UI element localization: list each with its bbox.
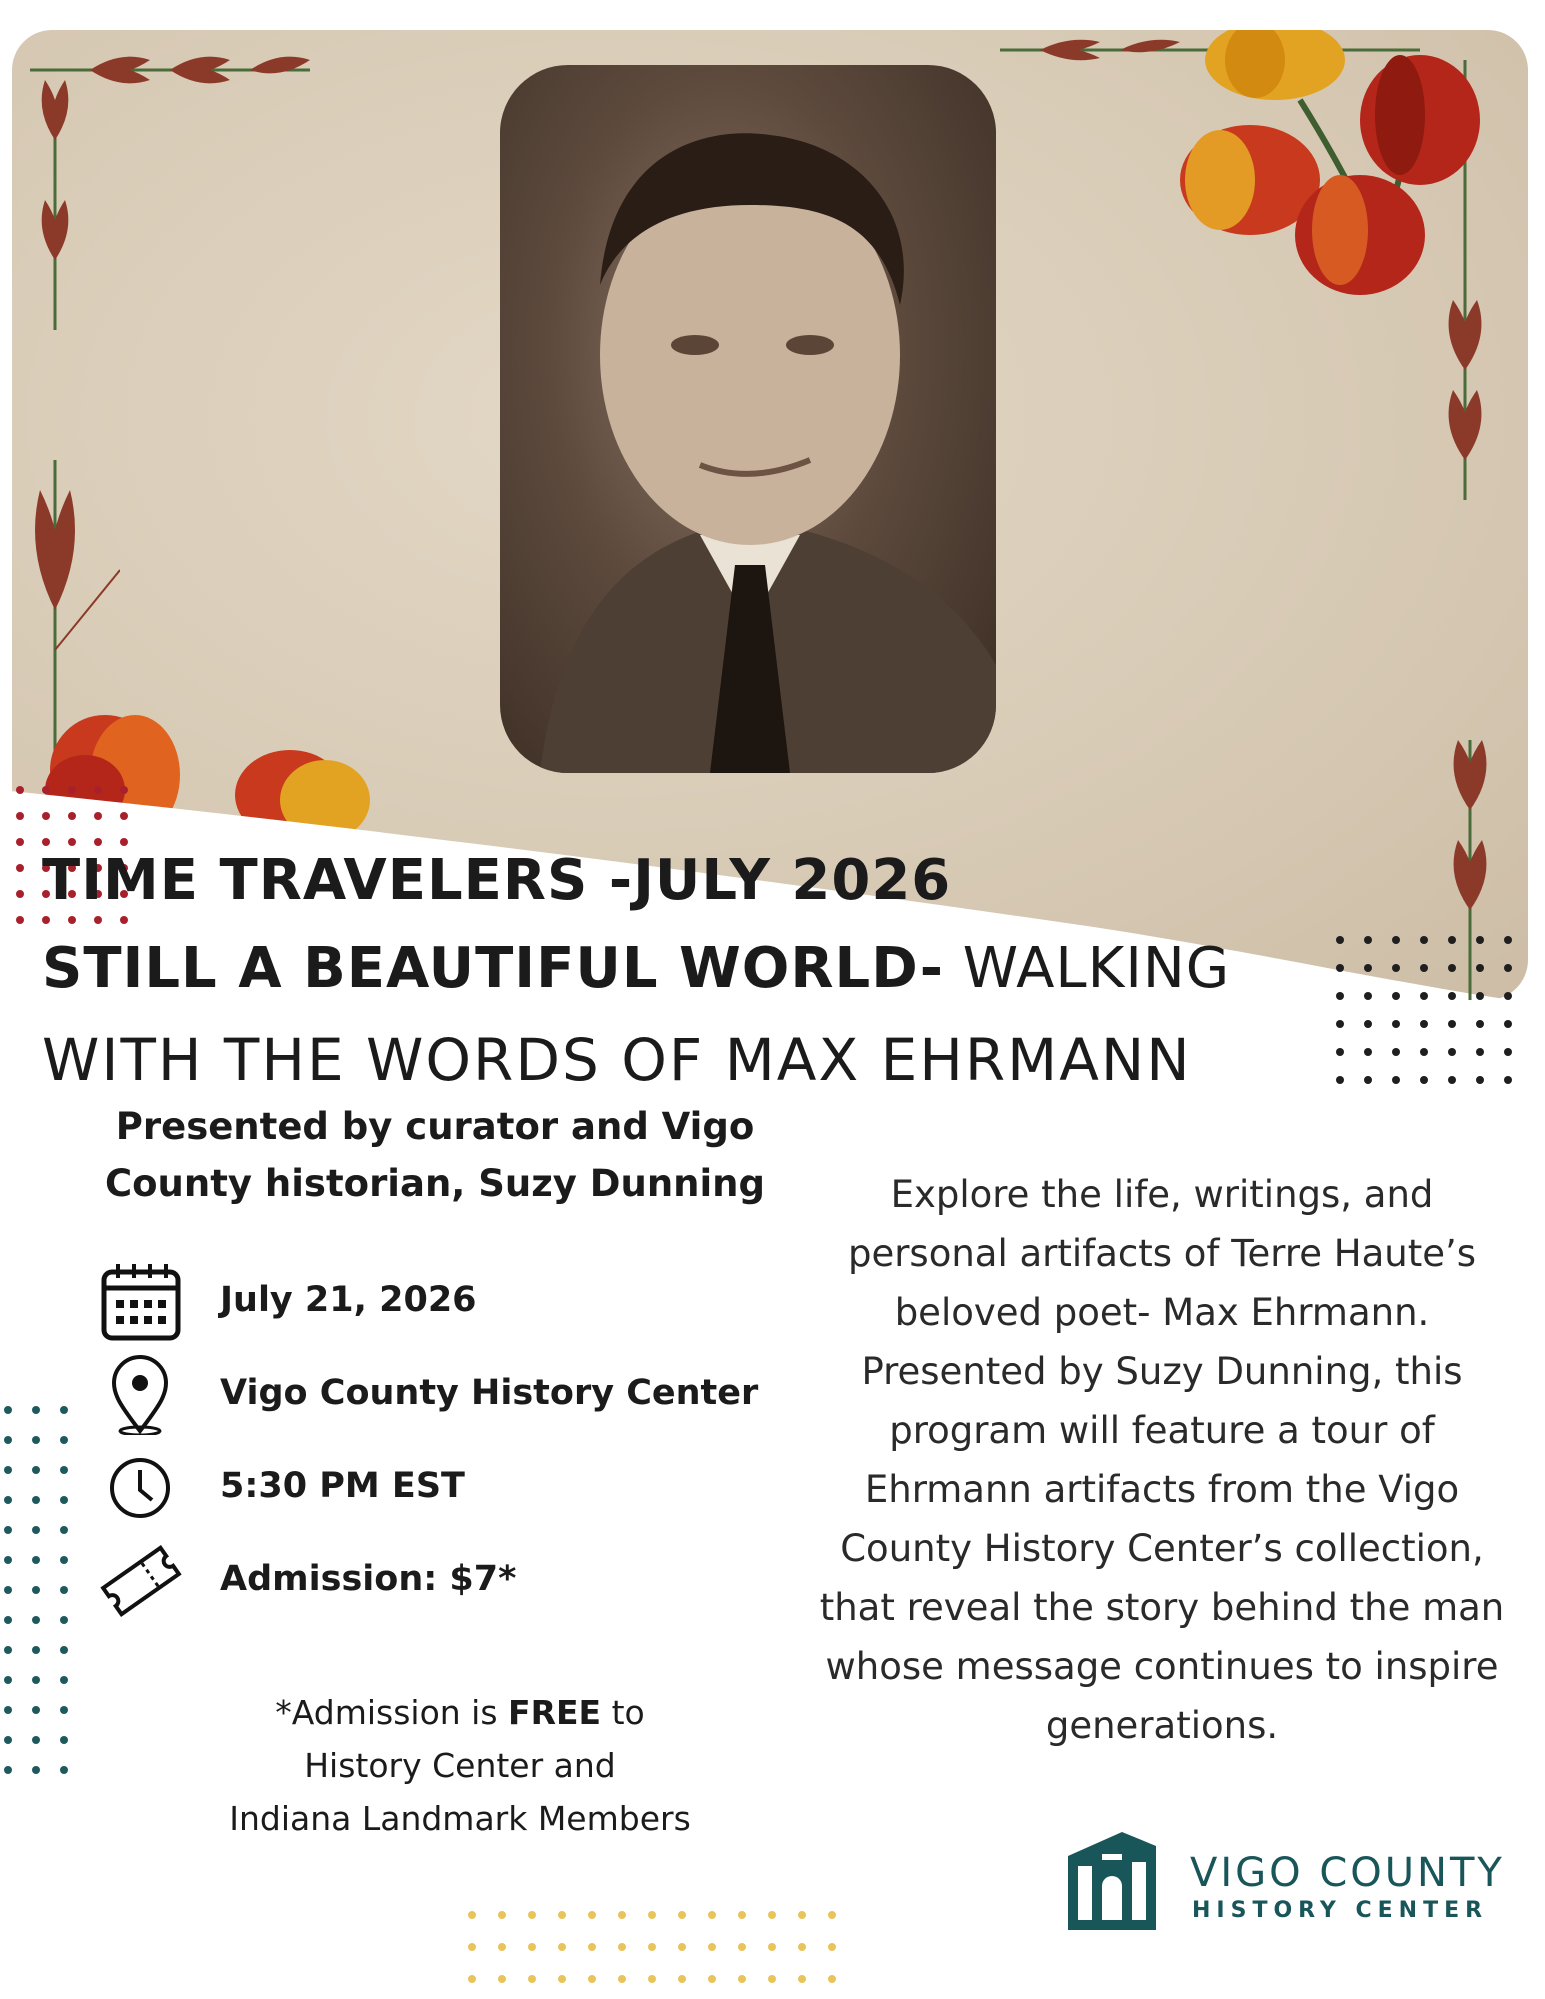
decorative-dot <box>798 1943 806 1951</box>
decorative-dot <box>528 1975 536 1983</box>
decorative-dot <box>618 1911 626 1919</box>
decorative-dot <box>42 916 50 924</box>
decorative-dot <box>16 786 24 794</box>
decorative-dot <box>60 1646 68 1654</box>
dot-grid-dark-right <box>1330 930 1540 1110</box>
detail-date <box>100 1262 800 1342</box>
clock-icon <box>100 1448 182 1528</box>
decorative-dot <box>798 1975 806 1983</box>
decorative-dot <box>60 1466 68 1474</box>
event-description: Explore the life, writings, and personal artifacts of Terre Haute’s beloved poet- Max Ehrmann. Presented by Suzy Dunning, this program will feature a tour of Ehrmann artifacts from the Vigo County History Center’s collection, that reveal the story behind the man whose message continues to inspire generations. <box>819 1173 1505 1747</box>
decorative-dot <box>648 1943 656 1951</box>
decorative-dot <box>678 1943 686 1951</box>
event-title-line-1: TIME TRAVELERS -JULY 2026 <box>42 848 952 913</box>
detail-time <box>100 1448 800 1528</box>
decorative-dot <box>1392 992 1400 1000</box>
free-note-prefix: *Admission is <box>275 1693 509 1732</box>
decorative-dot <box>1504 1048 1512 1056</box>
decorative-dot <box>1364 964 1372 972</box>
decorative-dot <box>60 1556 68 1564</box>
decorative-dot <box>468 1975 476 1983</box>
logo-organization-name: VIGO COUNTY <box>1190 1850 1505 1896</box>
decorative-dot <box>42 838 50 846</box>
decorative-dot <box>1336 1076 1344 1084</box>
decorative-dot <box>1392 1076 1400 1084</box>
presenter-credit: Presented by curator and Vigo County historian, Suzy Dunning <box>104 1105 766 1205</box>
decorative-dot <box>4 1466 12 1474</box>
free-note-line-2: History Center and <box>304 1746 616 1785</box>
decorative-dot <box>1448 992 1456 1000</box>
decorative-dot <box>1476 964 1484 972</box>
decorative-dot <box>1504 964 1512 972</box>
dot-grid-teal-left <box>0 1400 80 1800</box>
free-note-suffix: to <box>601 1693 645 1732</box>
ticket-icon <box>100 1541 182 1621</box>
detail-admission <box>100 1541 800 1621</box>
decorative-dot <box>32 1706 40 1714</box>
decorative-dot <box>68 812 76 820</box>
decorative-dot <box>828 1943 836 1951</box>
decorative-dot <box>60 1496 68 1504</box>
logo-organization-subtitle: HISTORY CENTER <box>1192 1898 1489 1923</box>
history-center-building-logo <box>1062 1826 1162 1936</box>
decorative-dot <box>32 1736 40 1744</box>
decorative-dot <box>768 1911 776 1919</box>
decorative-dot <box>32 1466 40 1474</box>
decorative-dot <box>1336 992 1344 1000</box>
decorative-dot <box>120 786 128 794</box>
decorative-dot <box>16 916 24 924</box>
decorative-dot <box>4 1676 12 1684</box>
event-location: Vigo County History Center <box>220 1373 759 1413</box>
event-admission: Admission: $7* <box>220 1559 517 1599</box>
decorative-dot <box>1448 1076 1456 1084</box>
decorative-dot <box>1392 1020 1400 1028</box>
decorative-dot <box>4 1556 12 1564</box>
decorative-dot <box>32 1766 40 1774</box>
decorative-dot <box>60 1436 68 1444</box>
decorative-dot <box>94 838 102 846</box>
decorative-dot <box>60 1616 68 1624</box>
decorative-dot <box>558 1975 566 1983</box>
decorative-dot <box>798 1911 806 1919</box>
calendar-icon <box>100 1262 182 1342</box>
decorative-dot <box>60 1676 68 1684</box>
decorative-dot <box>528 1943 536 1951</box>
decorative-dot <box>1476 936 1484 944</box>
decorative-dot <box>16 812 24 820</box>
decorative-dot <box>1364 1048 1372 1056</box>
decorative-dot <box>60 1706 68 1714</box>
decorative-dot <box>528 1911 536 1919</box>
decorative-dot <box>1336 964 1344 972</box>
decorative-dot <box>498 1911 506 1919</box>
decorative-dot <box>1364 1020 1372 1028</box>
detail-location <box>100 1355 800 1435</box>
decorative-dot <box>60 1526 68 1534</box>
decorative-dot <box>94 916 102 924</box>
decorative-dot <box>558 1911 566 1919</box>
decorative-dot <box>4 1436 12 1444</box>
decorative-dot <box>1504 936 1512 944</box>
decorative-dot <box>1336 1020 1344 1028</box>
location-pin-icon <box>100 1355 182 1435</box>
decorative-dot <box>828 1911 836 1919</box>
decorative-dot <box>1392 1048 1400 1056</box>
decorative-dot <box>60 1766 68 1774</box>
decorative-dot <box>1392 936 1400 944</box>
event-title-line-3: WITH THE WORDS OF MAX EHRMANN <box>42 1026 1192 1094</box>
decorative-dot <box>588 1911 596 1919</box>
decorative-dot <box>1504 1020 1512 1028</box>
decorative-dot <box>1420 992 1428 1000</box>
decorative-dot <box>708 1975 716 1983</box>
decorative-dot <box>498 1975 506 1983</box>
decorative-dot <box>16 864 24 872</box>
decorative-dot <box>60 1406 68 1414</box>
title-light-part: WALKING <box>943 936 1231 1001</box>
decorative-dot <box>1476 1076 1484 1084</box>
decorative-dot <box>468 1911 476 1919</box>
free-note-line-3: Indiana Landmark Members <box>229 1799 691 1838</box>
decorative-dot <box>68 916 76 924</box>
decorative-dot <box>648 1911 656 1919</box>
decorative-dot <box>1364 992 1372 1000</box>
event-date: July 21, 2026 <box>220 1280 477 1320</box>
decorative-dot <box>4 1526 12 1534</box>
decorative-dot <box>32 1646 40 1654</box>
decorative-dot <box>648 1975 656 1983</box>
decorative-dot <box>738 1911 746 1919</box>
decorative-dot <box>828 1975 836 1983</box>
portrait-photo-max-ehrmann <box>500 65 996 773</box>
decorative-dot <box>588 1943 596 1951</box>
decorative-dot <box>68 838 76 846</box>
decorative-dot <box>768 1943 776 1951</box>
decorative-dot <box>42 786 50 794</box>
decorative-dot <box>678 1975 686 1983</box>
decorative-dot <box>1420 936 1428 944</box>
decorative-dot <box>1448 936 1456 944</box>
decorative-dot <box>1392 964 1400 972</box>
event-title-line-2 <box>42 936 1230 1001</box>
decorative-dot <box>1420 1020 1428 1028</box>
decorative-dot <box>1448 1048 1456 1056</box>
decorative-dot <box>32 1556 40 1564</box>
decorative-dot <box>4 1706 12 1714</box>
decorative-dot <box>4 1766 12 1774</box>
dot-grid-yellow-bottom <box>460 1905 860 1995</box>
decorative-dot <box>4 1586 12 1594</box>
decorative-dot <box>4 1616 12 1624</box>
event-time: 5:30 PM EST <box>220 1466 465 1506</box>
decorative-dot <box>32 1616 40 1624</box>
decorative-dot <box>4 1736 12 1744</box>
decorative-dot <box>738 1975 746 1983</box>
decorative-dot <box>1476 1048 1484 1056</box>
decorative-dot <box>498 1943 506 1951</box>
decorative-dot <box>94 786 102 794</box>
decorative-dot <box>4 1646 12 1654</box>
decorative-dot <box>678 1911 686 1919</box>
decorative-dot <box>738 1943 746 1951</box>
decorative-dot <box>32 1676 40 1684</box>
decorative-dot <box>468 1943 476 1951</box>
decorative-dot <box>120 916 128 924</box>
decorative-dot <box>1420 964 1428 972</box>
decorative-dot <box>4 1406 12 1414</box>
decorative-dot <box>708 1911 716 1919</box>
decorative-dot <box>94 812 102 820</box>
decorative-dot <box>1476 1020 1484 1028</box>
decorative-dot <box>32 1496 40 1504</box>
decorative-dot <box>16 838 24 846</box>
decorative-dot <box>16 890 24 898</box>
decorative-dot <box>1448 964 1456 972</box>
decorative-dot <box>60 1586 68 1594</box>
decorative-dot <box>1336 1048 1344 1056</box>
decorative-dot <box>32 1406 40 1414</box>
decorative-dot <box>1504 992 1512 1000</box>
decorative-dot <box>1364 936 1372 944</box>
decorative-dot <box>588 1975 596 1983</box>
decorative-dot <box>1476 992 1484 1000</box>
decorative-dot <box>558 1943 566 1951</box>
decorative-dot <box>120 838 128 846</box>
decorative-dot <box>708 1943 716 1951</box>
decorative-dot <box>1504 1076 1512 1084</box>
decorative-dot <box>42 812 50 820</box>
decorative-dot <box>1420 1048 1428 1056</box>
decorative-dot <box>68 786 76 794</box>
decorative-dot <box>1420 1076 1428 1084</box>
decorative-dot <box>618 1975 626 1983</box>
decorative-dot <box>60 1736 68 1744</box>
decorative-dot <box>32 1586 40 1594</box>
decorative-dot <box>1448 1020 1456 1028</box>
decorative-dot <box>768 1975 776 1983</box>
decorative-dot <box>32 1526 40 1534</box>
decorative-dot <box>1364 1076 1372 1084</box>
title-bold-part: STILL A BEAUTIFUL WORLD- <box>42 936 944 1001</box>
decorative-dot <box>618 1943 626 1951</box>
free-admission-note <box>160 1686 760 1845</box>
free-note-bold: FREE <box>508 1693 602 1732</box>
decorative-dot <box>32 1436 40 1444</box>
decorative-dot <box>4 1496 12 1504</box>
decorative-dot <box>120 812 128 820</box>
decorative-dot <box>1336 936 1344 944</box>
